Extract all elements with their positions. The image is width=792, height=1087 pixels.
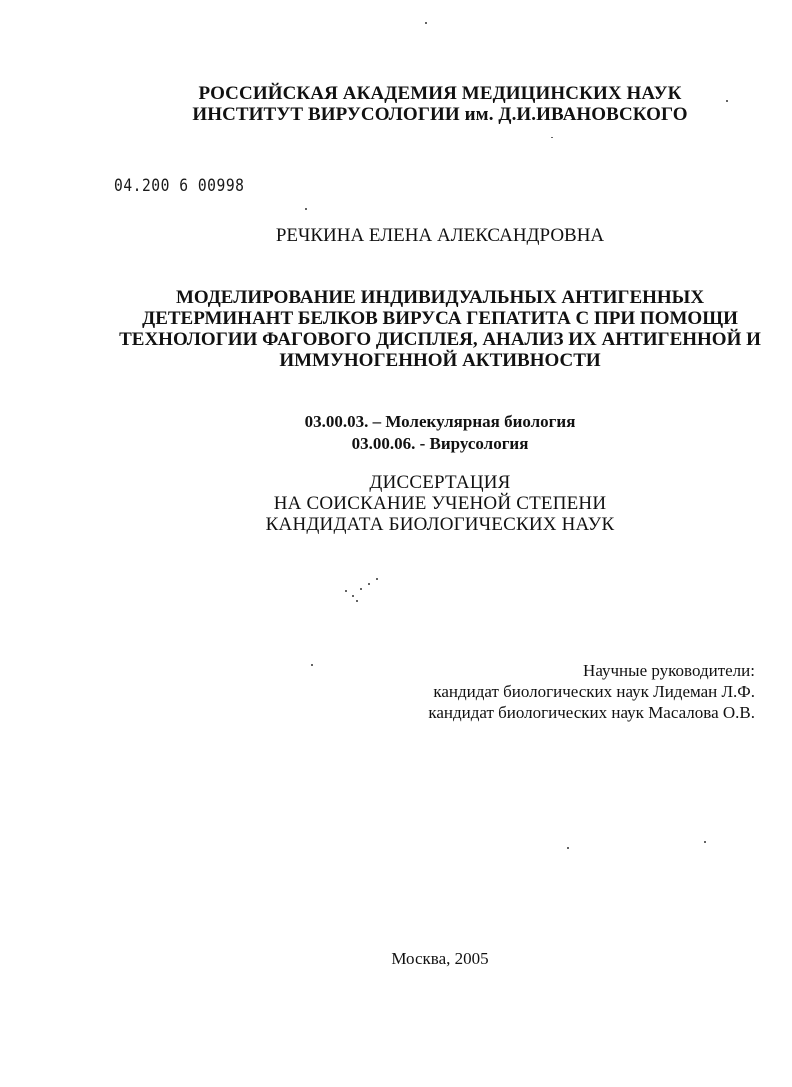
dissertation-line-1: ДИССЕРТАЦИЯ: [369, 472, 511, 493]
advisor-1: кандидат биологических наук Лидеман Л.Ф.: [433, 682, 755, 701]
author-name: РЕЧКИНА ЕЛЕНА АЛЕКСАНДРОВНА: [275, 225, 605, 246]
specialty-1: 03.00.03. – Молекулярная биология: [304, 412, 576, 431]
scan-speck: [376, 578, 378, 580]
scan-speck: [551, 137, 553, 138]
title-line-3: ТЕХНОЛОГИИ ФАГОВОГО ДИСПЛЕЯ, АНАЛИЗ ИХ АНТИГЕННОЙ И: [119, 329, 761, 350]
title-line-2: ДЕТЕРМИНАНТ БЕЛКОВ ВИРУСА ГЕПАТИТА С ПРИ ПОМОЩИ: [142, 308, 738, 329]
advisor-2: кандидат биологических наук Масалова О.В.: [428, 703, 755, 722]
scan-speck: [305, 208, 307, 210]
advisors-heading: Научные руководители:: [583, 661, 755, 680]
scan-speck: [368, 583, 370, 585]
scan-speck: [352, 595, 354, 597]
scan-speck: [360, 588, 362, 590]
dissertation-line-2: НА СОИСКАНИЕ УЧЕНОЙ СТЕПЕНИ: [273, 493, 607, 514]
registration-number: 04.200 6 00998: [114, 176, 245, 196]
place-year: Москва, 2005: [391, 949, 489, 968]
organization-name: РОССИЙСКАЯ АКАДЕМИЯ МЕДИЦИНСКИХ НАУК: [198, 83, 682, 104]
institute-name: ИНСТИТУТ ВИРУСОЛОГИИ им. Д.И.ИВАНОВСКОГО: [192, 104, 688, 125]
scan-speck: [425, 22, 427, 24]
scan-speck: [311, 664, 313, 666]
scan-speck: [704, 841, 706, 843]
specialty-2: 03.00.06. - Вирусология: [351, 434, 529, 453]
scan-speck: [356, 600, 358, 602]
dissertation-line-3: КАНДИДАТА БИОЛОГИЧЕСКИХ НАУК: [265, 514, 615, 535]
title-line-1: МОДЕЛИРОВАНИЕ ИНДИВИДУАЛЬНЫХ АНТИГЕННЫХ: [175, 287, 705, 308]
scan-speck: [345, 590, 347, 592]
scan-speck: [567, 847, 569, 849]
scan-speck: [726, 100, 728, 102]
title-line-4: ИММУНОГЕННОЙ АКТИВНОСТИ: [279, 350, 601, 371]
